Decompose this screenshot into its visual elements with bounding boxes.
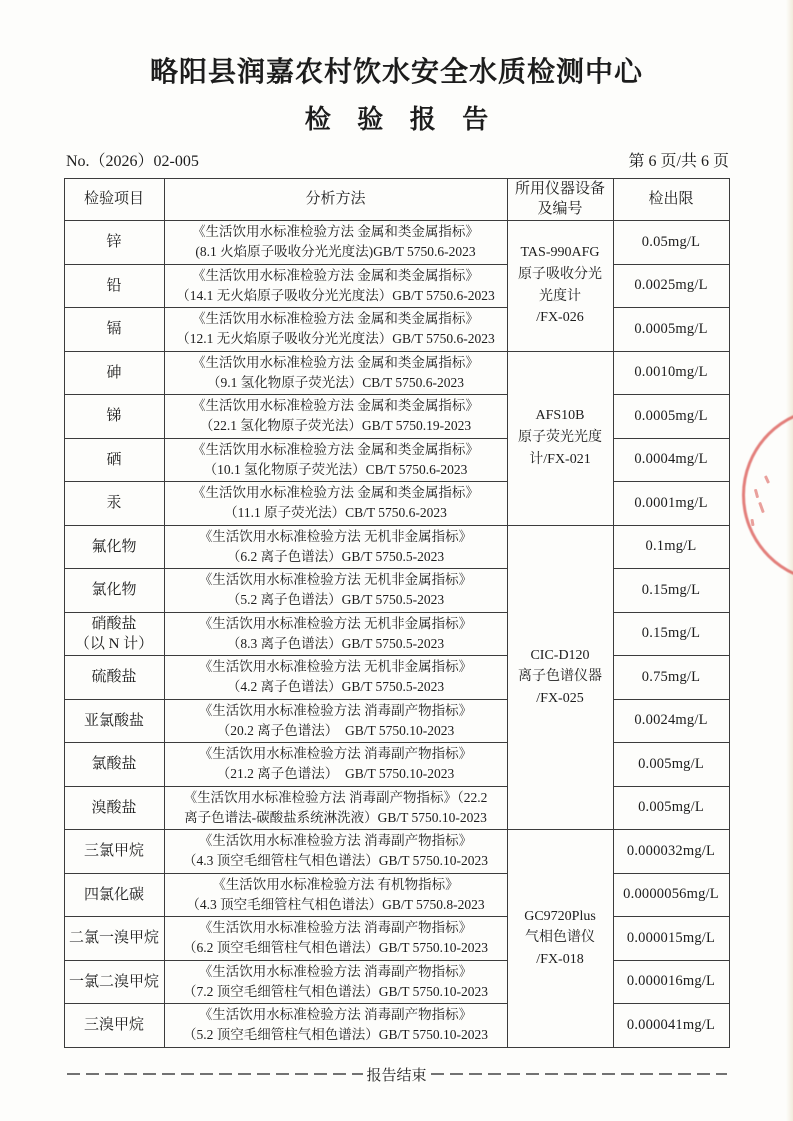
method-line2: （7.2 顶空毛细管柱气相色谱法）GB/T 5750.10-2023 bbox=[182, 983, 488, 999]
instrument-line: 原子吸收分光 bbox=[518, 267, 602, 283]
method-cell bbox=[164, 221, 507, 265]
instrument-line: /FX-018 bbox=[536, 952, 584, 968]
instrument-line: GC9720Plus bbox=[524, 908, 596, 924]
limit-cell: 0.0005mg/L bbox=[613, 395, 729, 439]
method-line1: 《生活饮用水标准检验方法 无机非金属指标》 bbox=[198, 572, 473, 587]
column-header-limit: 检出限 bbox=[613, 179, 729, 221]
table-row bbox=[64, 830, 729, 874]
end-dash-left bbox=[67, 1073, 363, 1075]
method-line2: （12.1 无火焰原子吸收分光光度法）GB/T 5750.6-2023 bbox=[176, 331, 495, 347]
limit-cell: 0.0005mg/L bbox=[613, 308, 729, 352]
method-line2: （20.2 离子色谱法） GB/T 5750.10-2023 bbox=[216, 722, 455, 738]
limit-cell: 0.0004mg/L bbox=[613, 438, 729, 482]
table-row bbox=[64, 1004, 729, 1048]
method-line1: 《生活饮用水标准检验方法 消毒副产物指标》 bbox=[198, 833, 473, 848]
item-cell: 四氯化碳 bbox=[64, 873, 164, 917]
method-line1: 《生活饮用水标准检验方法 消毒副产物指标》 bbox=[198, 746, 473, 761]
method-line1: 《生活饮用水标准检验方法 金属和类金属指标》 bbox=[192, 267, 479, 283]
method-line1: 《生活饮用水标准检验方法 金属和类金属指标》 bbox=[192, 441, 479, 457]
item-cell: 汞 bbox=[64, 482, 164, 526]
method-line2: （10.1 氢化物原子荧光法）CB/T 5750.6-2023 bbox=[203, 461, 468, 477]
end-text: 报告结束 bbox=[366, 1067, 427, 1084]
instrument-line: 计/FX-021 bbox=[529, 451, 591, 467]
inspection-table bbox=[64, 178, 730, 1048]
page-subtitle: 检 验 报 告 bbox=[304, 105, 499, 134]
method-line2: （5.2 顶空毛细管柱气相色谱法）GB/T 5750.10-2023 bbox=[182, 1027, 488, 1043]
item-cell: 镉 bbox=[64, 308, 164, 352]
method-cell bbox=[164, 656, 507, 700]
item-cell: 氯酸盐 bbox=[64, 743, 164, 787]
method-line1: 《生活饮用水标准检验方法 金属和类金属指标》 bbox=[192, 398, 479, 413]
limit-cell: 0.15mg/L bbox=[613, 569, 729, 613]
method-line2: （4.3 顶空毛细管柱气相色谱法）GB/T 5750.10-2023 bbox=[182, 853, 488, 869]
instrument-cell bbox=[507, 351, 613, 525]
method-cell bbox=[164, 699, 507, 743]
limit-cell: 0.005mg/L bbox=[613, 743, 729, 787]
method-line1: 《生活饮用水标准检验方法 消毒副产物指标》 bbox=[198, 702, 473, 718]
item-cell: 三溴甲烷 bbox=[64, 1004, 164, 1048]
instrument-line: /FX-026 bbox=[536, 310, 584, 326]
method-cell bbox=[164, 264, 507, 308]
limit-cell: 0.005mg/L bbox=[613, 786, 729, 830]
page-title: 略阳县润嘉农村饮水安全水质检测中心 bbox=[149, 57, 643, 88]
method-line2: （6.2 顶空毛细管柱气相色谱法）GB/T 5750.10-2023 bbox=[182, 940, 488, 956]
instrument-cell bbox=[507, 221, 613, 352]
instrument-line: CIC-D120 bbox=[530, 647, 590, 663]
instrument-cell bbox=[507, 830, 613, 1048]
method-line2: （14.1 无火焰原子吸收分光光度法）GB/T 5750.6-2023 bbox=[176, 287, 495, 303]
method-cell bbox=[164, 525, 507, 569]
table-row bbox=[64, 264, 729, 308]
item-cell: 溴酸盐 bbox=[64, 786, 164, 830]
item-cell: 砷 bbox=[64, 351, 164, 395]
item-cell: 一氯二溴甲烷 bbox=[64, 960, 164, 1004]
table-row bbox=[64, 221, 729, 265]
table-row bbox=[64, 612, 729, 656]
instrument-line: 气相色谱仪 bbox=[525, 930, 595, 946]
method-cell bbox=[164, 569, 507, 613]
page-indicator: 第 6 页/共 6 页 bbox=[628, 153, 729, 170]
report-end-marker bbox=[67, 1064, 727, 1085]
method-line2: （6.2 离子色谱法）GB/T 5750.5-2023 bbox=[226, 548, 445, 564]
instrument-line: 原子荧光光度 bbox=[518, 430, 602, 446]
method-line1: 《生活饮用水标准检验方法 金属和类金属指标》 bbox=[192, 354, 479, 370]
limit-cell: 0.1mg/L bbox=[613, 525, 729, 569]
item-cell: 硫酸盐 bbox=[64, 656, 164, 700]
method-line2: （4.2 离子色谱法）GB/T 5750.5-2023 bbox=[226, 679, 445, 695]
method-cell bbox=[164, 612, 507, 656]
limit-cell: 0.000016mg/L bbox=[613, 960, 729, 1004]
method-cell bbox=[164, 438, 507, 482]
method-cell bbox=[164, 351, 507, 395]
method-cell bbox=[164, 830, 507, 874]
table-row bbox=[64, 569, 729, 613]
method-cell bbox=[164, 1004, 507, 1048]
method-line1: 《生活饮用水标准检验方法 消毒副产物指标》（22.2 bbox=[183, 789, 488, 805]
table-row bbox=[64, 743, 729, 787]
limit-cell: 0.0024mg/L bbox=[613, 699, 729, 743]
limit-cell: 0.15mg/L bbox=[613, 612, 729, 656]
item-cell: 氟化物 bbox=[64, 525, 164, 569]
method-line1: 《生活饮用水标准检验方法 无机非金属指标》 bbox=[198, 659, 473, 674]
table-row bbox=[64, 960, 729, 1004]
end-dash-right bbox=[431, 1073, 727, 1075]
limit-cell: 0.05mg/L bbox=[613, 221, 729, 265]
method-cell bbox=[164, 917, 507, 961]
item-cell: 铅 bbox=[64, 264, 164, 308]
table-row bbox=[64, 917, 729, 961]
table-row bbox=[64, 786, 729, 830]
method-cell bbox=[164, 743, 507, 787]
item-cell: 亚氯酸盐 bbox=[64, 699, 164, 743]
table-row bbox=[64, 351, 729, 395]
limit-cell: 0.0010mg/L bbox=[613, 351, 729, 395]
method-cell bbox=[164, 873, 507, 917]
column-header-instrument-line1: 所用仪器设备 bbox=[514, 181, 605, 197]
item-cell: 硒 bbox=[64, 438, 164, 482]
limit-cell: 0.0025mg/L bbox=[613, 264, 729, 308]
method-line2: （4.3 顶空毛细管柱气相色谱法）GB/T 5750.8-2023 bbox=[186, 896, 485, 912]
item-line1: 硝酸盐 bbox=[91, 615, 137, 632]
table-row bbox=[64, 699, 729, 743]
method-line2: （22.1 氢化物原子荧光法）GB/T 5750.19-2023 bbox=[199, 418, 472, 434]
table-row bbox=[64, 438, 729, 482]
instrument-cell bbox=[507, 525, 613, 830]
method-line2: （21.2 离子色谱法） GB/T 5750.10-2023 bbox=[216, 766, 455, 782]
red-stamp-arc bbox=[742, 407, 793, 583]
item-cell: 锑 bbox=[64, 395, 164, 439]
meta-row bbox=[66, 148, 729, 171]
method-line1: 《生活饮用水标准检验方法 消毒副产物指标》 bbox=[198, 1007, 473, 1022]
limit-cell: 0.75mg/L bbox=[613, 656, 729, 700]
method-line1: 《生活饮用水标准检验方法 消毒副产物指标》 bbox=[198, 920, 473, 935]
table-row bbox=[64, 395, 729, 439]
method-line1: 《生活饮用水标准检验方法 有机物指标》 bbox=[212, 876, 459, 892]
instrument-line: /FX-025 bbox=[536, 691, 584, 707]
method-cell bbox=[164, 395, 507, 439]
method-line1: 《生活饮用水标准检验方法 无机非金属指标》 bbox=[198, 528, 473, 544]
method-line2: （5.2 离子色谱法）GB/T 5750.5-2023 bbox=[226, 592, 445, 608]
method-cell bbox=[164, 786, 507, 830]
method-line1: 《生活饮用水标准检验方法 消毒副产物指标》 bbox=[198, 963, 473, 979]
instrument-line: 光度计 bbox=[539, 288, 581, 304]
limit-cell: 0.000032mg/L bbox=[613, 830, 729, 874]
method-line2: （9.1 氢化物原子荧光法）CB/T 5750.6-2023 bbox=[206, 374, 464, 390]
item-line2: （以 N 计） bbox=[74, 635, 154, 652]
table-row bbox=[64, 656, 729, 700]
method-line1: 《生活饮用水标准检验方法 金属和类金属指标》 bbox=[192, 311, 479, 326]
item-cell: 三氯甲烷 bbox=[64, 830, 164, 874]
instrument-line: TAS-990AFG bbox=[520, 245, 600, 261]
method-line1: 《生活饮用水标准检验方法 金属和类金属指标》 bbox=[192, 224, 479, 239]
table-row bbox=[64, 873, 729, 917]
method-cell bbox=[164, 960, 507, 1004]
table-row bbox=[64, 525, 729, 569]
limit-cell: 0.000015mg/L bbox=[613, 917, 729, 961]
column-header-instrument-line2: 及编号 bbox=[537, 200, 583, 217]
instrument-line: AFS10B bbox=[535, 408, 585, 424]
limit-cell: 0.000041mg/L bbox=[613, 1004, 729, 1048]
method-cell bbox=[164, 308, 507, 352]
item-cell: 氯化物 bbox=[64, 569, 164, 613]
method-line2: （11.1 原子荧光法）CB/T 5750.6-2023 bbox=[224, 505, 447, 521]
item-cell: 二氯一溴甲烷 bbox=[64, 917, 164, 961]
column-header-instrument bbox=[507, 179, 613, 221]
column-header-method: 分析方法 bbox=[164, 179, 507, 221]
method-cell bbox=[164, 482, 507, 526]
method-line2: （8.3 离子色谱法）GB/T 5750.5-2023 bbox=[226, 635, 445, 651]
item-cell: 锌 bbox=[64, 221, 164, 265]
method-line1: 《生活饮用水标准检验方法 金属和类金属指标》 bbox=[192, 485, 479, 500]
item-cell bbox=[64, 612, 164, 656]
table-row bbox=[64, 308, 729, 352]
limit-cell: 0.0001mg/L bbox=[613, 482, 729, 526]
method-line2: 离子色谱法-碳酸盐系统淋洗液）GB/T 5750.10-2023 bbox=[184, 809, 487, 825]
report-number: No.（2026）02-005 bbox=[66, 153, 199, 170]
column-header-item: 检验项目 bbox=[64, 179, 164, 221]
instrument-line: 离子色谱仪器 bbox=[518, 669, 602, 685]
table-row bbox=[64, 482, 729, 526]
method-line2: (8.1 火焰原子吸收分光光度法)GB/T 5750.6-2023 bbox=[195, 244, 476, 260]
table-header-row bbox=[64, 179, 729, 221]
method-line1: 《生活饮用水标准检验方法 无机非金属指标》 bbox=[198, 615, 473, 631]
limit-cell: 0.0000056mg/L bbox=[613, 873, 729, 917]
